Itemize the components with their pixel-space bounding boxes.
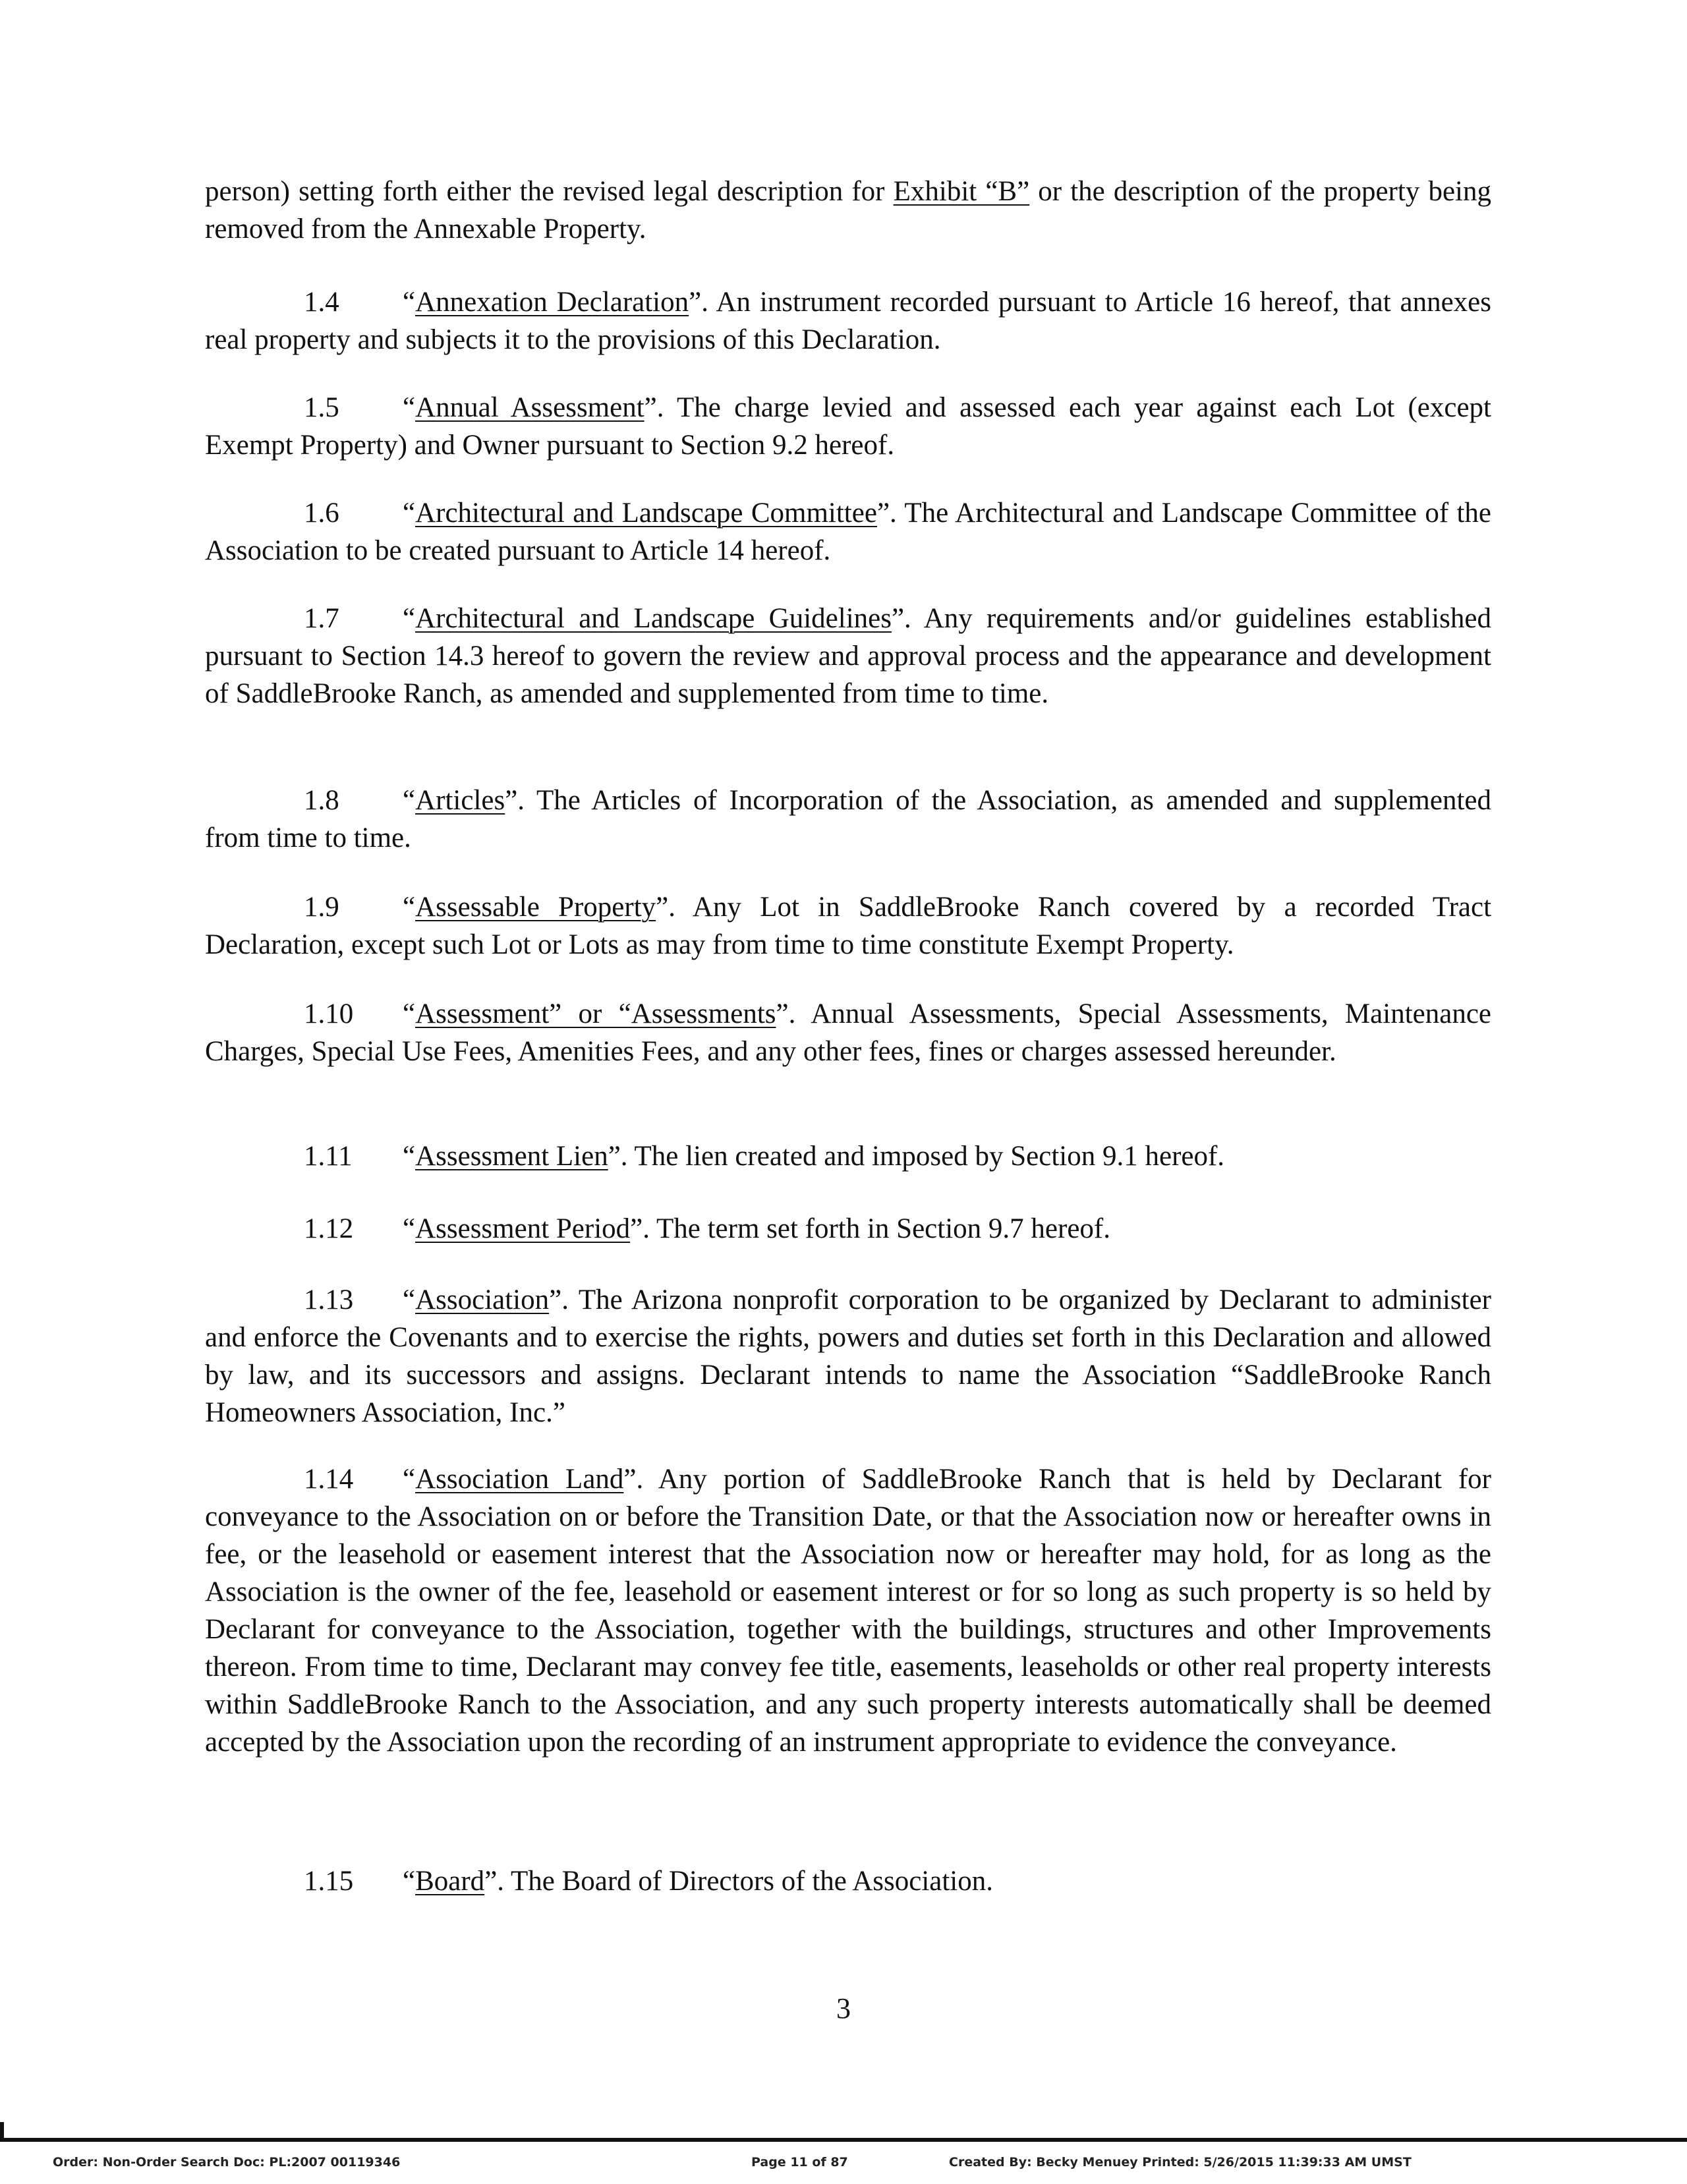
section-1-12: 1.12 “Assessment Period”. The term set forth in Section 9.7 hereof.: [205, 1210, 1491, 1248]
section-text: The lien created and imposed by Section 9.1 hereof.: [634, 1141, 1225, 1172]
defined-term: Assessment Lien: [415, 1141, 608, 1172]
section-text: The Articles of Incorporation of the Association, as amended and supplemented from time to time.: [205, 785, 1491, 853]
section-number: 1.15: [304, 1866, 354, 1897]
section-number: 1.14: [304, 1464, 354, 1495]
section-1-8: 1.8 “Articles”. The Articles of Incorporation of the Association, as amended and supplemented from time to time.: [205, 782, 1491, 857]
defined-term: Association Land: [415, 1464, 624, 1495]
footer-page-info: Page 11 of 87: [751, 2155, 848, 2170]
section-text: Annual Assessments, Special Assessments, Maintenance Charges, Special Use Fees, Amenities Fees, and any other fees, fines or charges assessed hereunder.: [205, 998, 1491, 1067]
section-1-10: 1.10 “Assessment” or “Assessments”. Annual Assessments, Special Assessments, Maintenance Charges, Special Use Fees, Amenities Fees, and any other fees, fines or charges assessed hereunder.: [205, 995, 1491, 1070]
defined-term: Association: [415, 1284, 550, 1315]
section-number: 1.12: [304, 1213, 354, 1244]
footer-created-info: Created By: Becky Menuey Printed: 5/26/2015 11:39:33 AM UMST: [949, 2155, 1412, 2170]
section-number: 1.9: [304, 892, 339, 923]
defined-term: Board: [415, 1866, 485, 1897]
section-1-11: 1.11 “Assessment Lien”. The lien created and imposed by Section 9.1 hereof.: [205, 1137, 1491, 1175]
section-text: The Architectural and Landscape Committee of the Association to be created pursuant to Article 14 hereof.: [205, 498, 1492, 566]
section-number: 1.11: [304, 1141, 353, 1172]
intro-text: person) setting forth either the revised legal description for: [205, 176, 894, 207]
section-1-4: 1.4 “Annexation Declaration”. An instrument recorded pursuant to Article 16 hereof, that annexes real property and subjects it to the provisions of this Declaration.: [205, 283, 1491, 359]
defined-term: Annual Assessment: [415, 392, 644, 423]
defined-term: Architectural and Landscape Committee: [415, 498, 877, 529]
exhibit-reference: Exhibit “B”: [893, 176, 1030, 207]
section-1-14: 1.14 “Association Land”. Any portion of SaddleBrooke Ranch that is held by Declarant for conveyance to the Association on or before the Transition Date, or that the Association now or hereafter owns in fee, or the leasehold or easement interest that the Association now or hereafter may hold, for as long as the Association is the owner of the fee, leasehold or easement interest or for so long as such property is so held by Declarant for conveyance to the Association, together with the buildings, structures and other Improvements thereon. From time to time, Declarant may convey fee title, easements, leaseholds or other real property interests within SaddleBrooke Ranch to the Association, and any such property interests automatically shall be deemed accepted by the Association upon the recording of an instrument appropriate to evidence the conveyance.: [205, 1460, 1491, 1761]
page-number: 3: [836, 1992, 851, 2025]
section-text: The charge levied and assessed each year against each Lot (except Exempt Property) and Owner pursuant to Section 9.2 hereof.: [205, 392, 1491, 461]
footer-order-info: Order: Non-Order Search Doc: PL:2007 00119346: [53, 2155, 401, 2170]
defined-term: Assessable Property: [415, 892, 656, 923]
section-number: 1.5: [304, 392, 339, 423]
section-text: The Arizona nonprofit corporation to be organized by Declarant to administer and enforce the Covenants and to exercise the rights, powers and duties set forth in this Declaration and allowed by law, and its successors and assigns. Declarant intends to name the Association “SaddleBrooke Ranch Homeowners Association, Inc.”: [205, 1284, 1491, 1428]
defined-term: Architectural and Landscape Guidelines: [415, 603, 892, 634]
defined-term: Assessment” or “Assessments: [415, 998, 776, 1029]
section-number: 1.4: [304, 287, 339, 318]
section-number: 1.8: [304, 785, 339, 816]
defined-term: Articles: [415, 785, 505, 816]
section-text: Any Lot in SaddleBrooke Ranch covered by a recorded Tract Declaration, except such Lot or Lots as may from time to time constitute Exempt Property.: [205, 892, 1492, 960]
intro-tail: or the description of the property being removed from the Annexable Property.: [205, 176, 1491, 244]
defined-term: Assessment Period: [415, 1213, 631, 1244]
section-1-13: 1.13 “Association”. The Arizona nonprofit corporation to be organized by Declarant to administer and enforce the Covenants and to exercise the rights, powers and duties set forth in this Declaration and allowed by law, and its successors and assigns. Declarant intends to name the Association “SaddleBrooke Ranch Homeowners Association, Inc.”: [205, 1281, 1491, 1431]
section-1-6: 1.6 “Architectural and Landscape Committee”. The Architectural and Landscape Committee of the Association to be created pursuant to Article 14 hereof.: [205, 494, 1491, 569]
footer-rule: [0, 2138, 1687, 2142]
section-text: An instrument recorded pursuant to Article 16 hereof, that annexes real property and subjects it to the provisions of this Declaration.: [205, 287, 1491, 355]
section-number: 1.10: [304, 998, 354, 1029]
section-text: Any requirements and/or guidelines established pursuant to Section 14.3 hereof to govern the review and approval process and the appearance and development of SaddleBrooke Ranch, as amended and supplemented from time to time.: [205, 603, 1492, 709]
section-number: 1.6: [304, 498, 339, 529]
section-number: 1.7: [304, 603, 339, 634]
intro-paragraph: [205, 173, 1491, 248]
section-1-9: 1.9 “Assessable Property”. Any Lot in SaddleBrooke Ranch covered by a recorded Tract Declaration, except such Lot or Lots as may from time to time constitute Exempt Property.: [205, 888, 1491, 963]
section-1-5: 1.5 “Annual Assessment”. The charge levied and assessed each year against each Lot (except Exempt Property) and Owner pursuant to Section 9.2 hereof.: [205, 389, 1491, 464]
section-text: Any portion of SaddleBrooke Ranch that is held by Declarant for conveyance to the Association on or before the Transition Date, or that the Association now or hereafter owns in fee, or the leasehold or easement interest that the Association now or hereafter may hold, for as long as the Association is the owner of the fee, leasehold or easement interest or for so long as such property is so held by Declarant for conveyance to the Association, together with the buildings, structures and other Improvements thereon. From time to time, Declarant may convey fee title, easements, leaseholds or other real property interests within SaddleBrooke Ranch to the Association, and any such property interests automatically shall be deemed accepted by the Association upon the recording of an instrument appropriate to evidence the conveyance.: [205, 1464, 1491, 1758]
section-number: 1.13: [304, 1284, 354, 1315]
defined-term: Annexation Declaration: [415, 287, 689, 318]
section-1-7: 1.7 “Architectural and Landscape Guidelines”. Any requirements and/or guidelines established pursuant to Section 14.3 hereof to govern the review and approval process and the appearance and development of SaddleBrooke Ranch, as amended and supplemented from time to time.: [205, 600, 1491, 712]
section-text: The Board of Directors of the Association.: [511, 1866, 994, 1897]
section-1-15: 1.15 “Board”. The Board of Directors of the Association.: [205, 1862, 1491, 1900]
section-text: The term set forth in Section 9.7 hereof.: [656, 1213, 1110, 1244]
